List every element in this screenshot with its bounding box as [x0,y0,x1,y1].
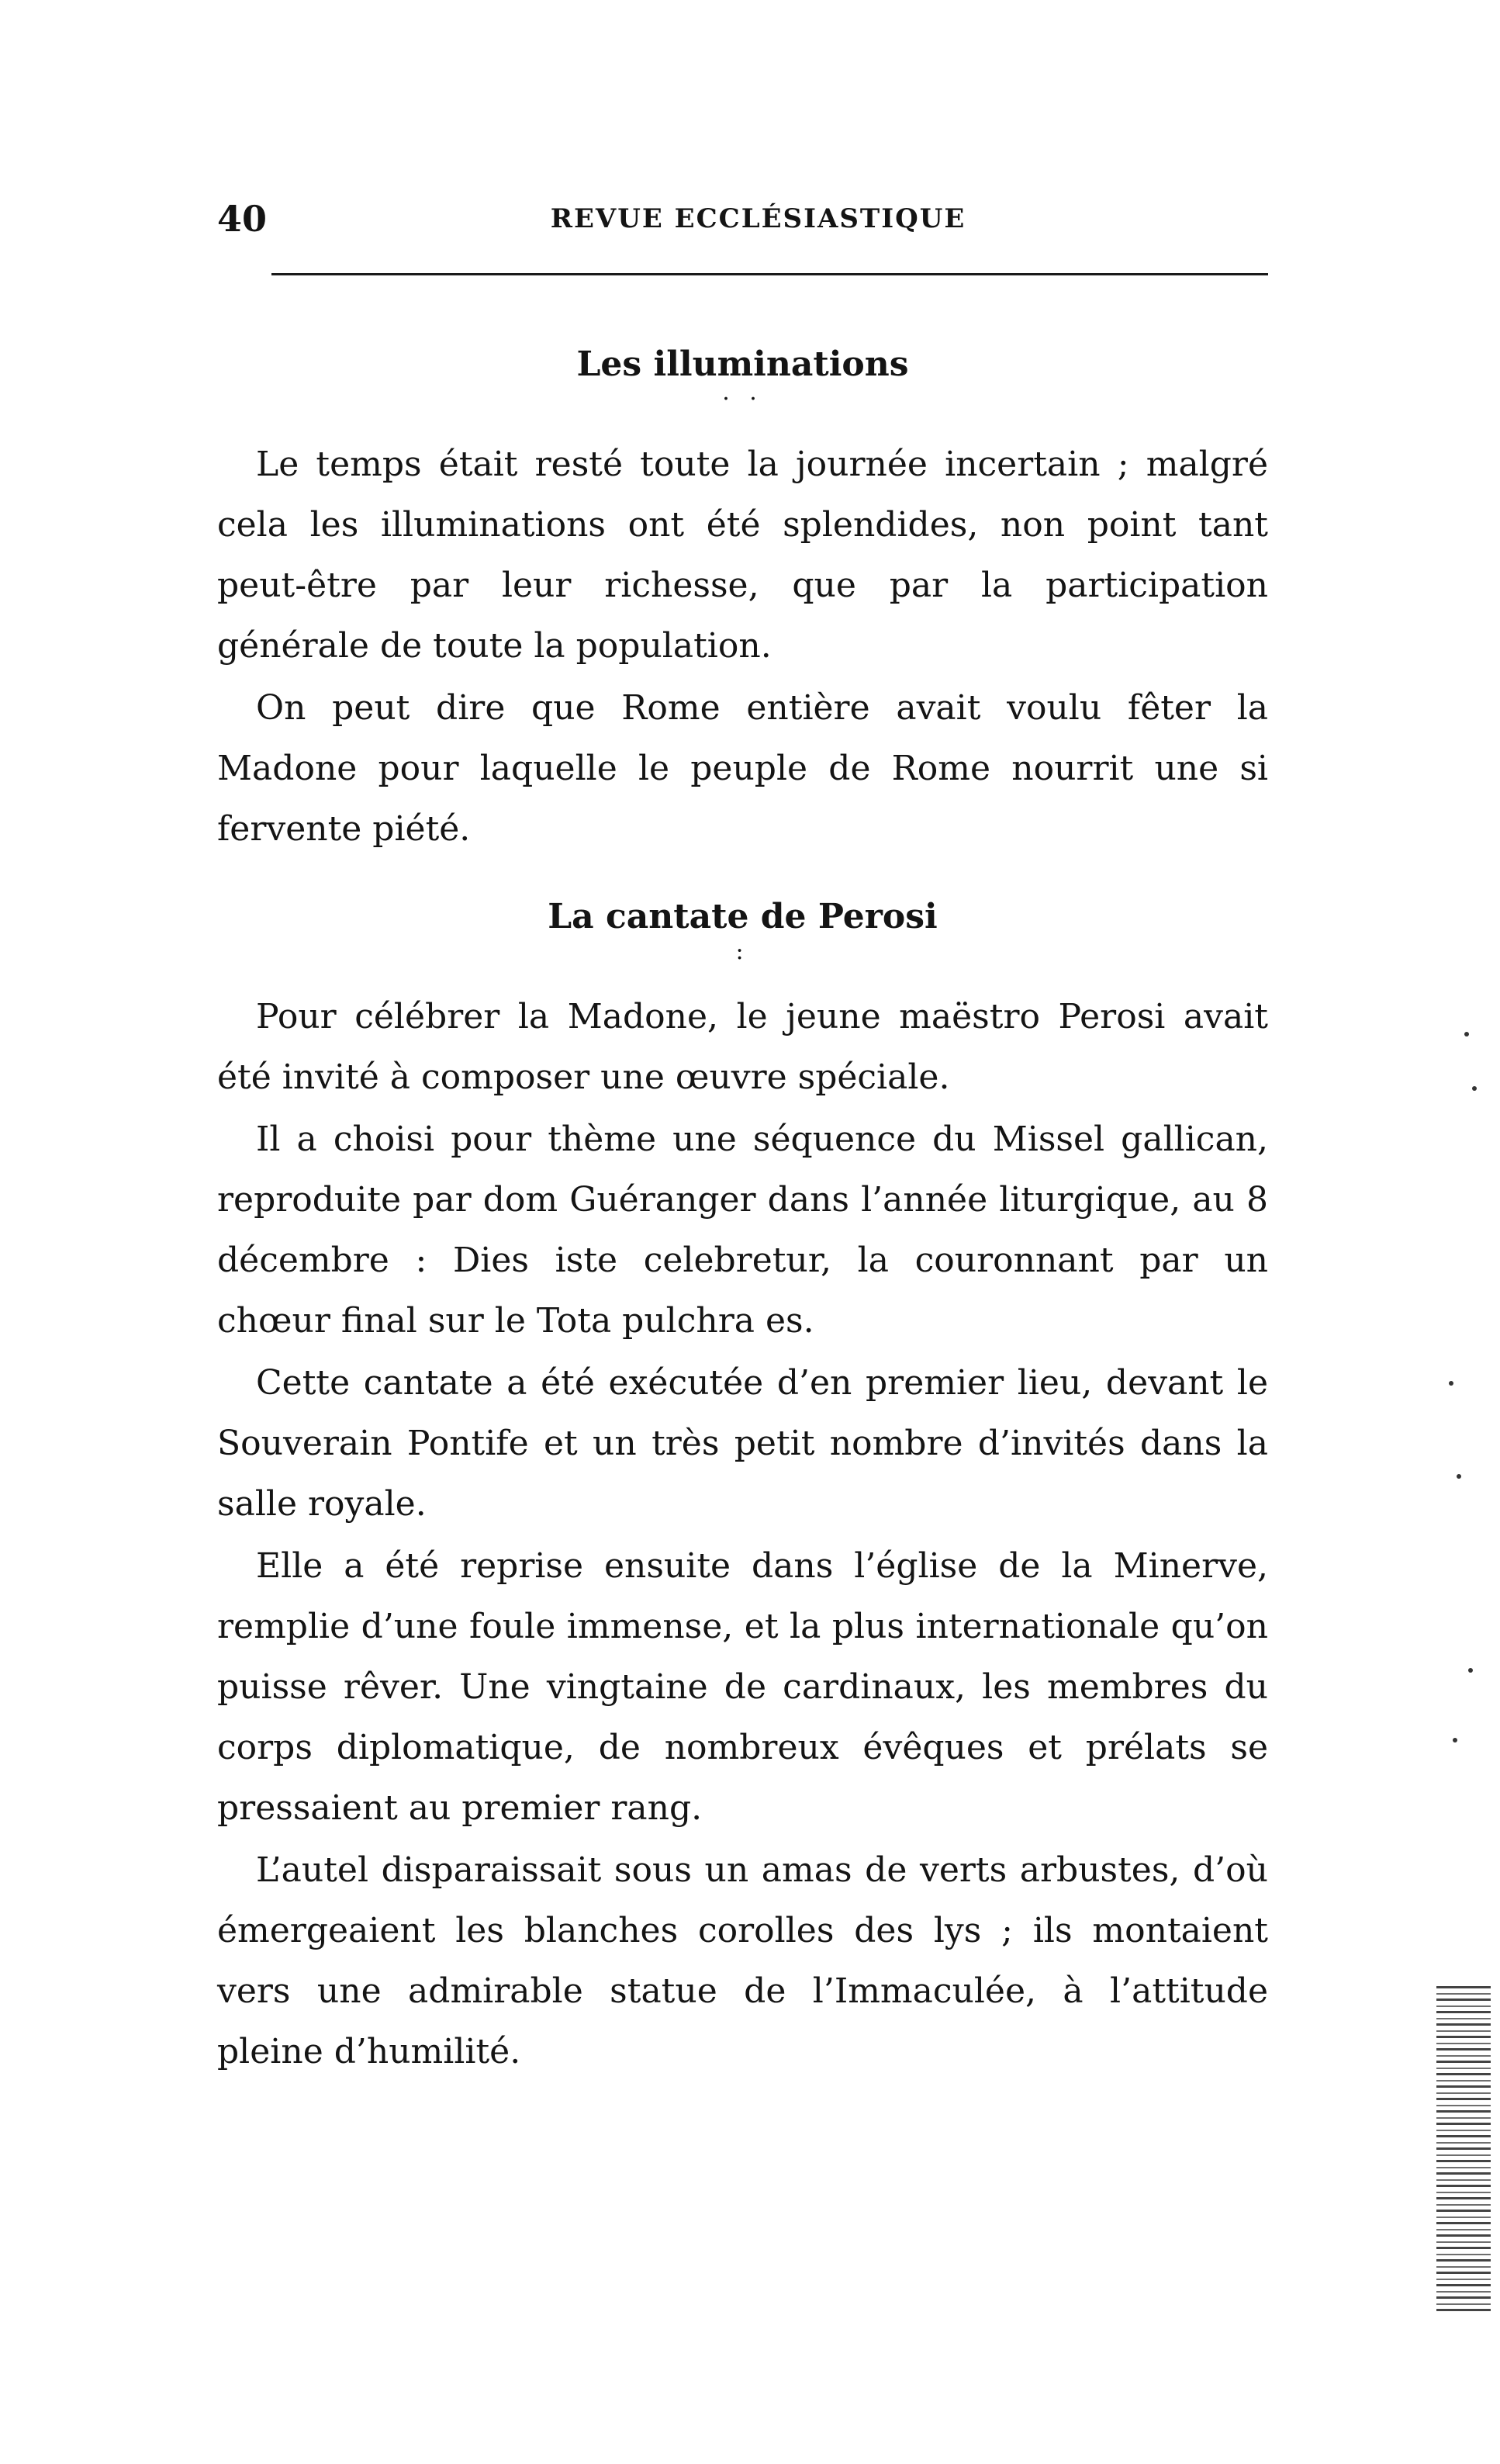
paragraph: Le temps était resté toute la journée incertain ; malgré cela les illuminations ont été splendides, non point tant peut-être par leur richesse, que par la participation générale de toute la population. [217,445,1268,666]
heading-ornament: : [735,938,750,965]
scan-speck [1472,1086,1477,1091]
paragraph: On peut dire que Rome entière avait voulu fêter la Madone pour laquelle le peuple de Rome nourrit une si fervente piété. [217,688,1268,849]
section-heading: Les illuminations [576,344,909,384]
paragraph: Pour célébrer la Madone, le jeune maëstro Perosi avait été invité à composer une œuvre spéciale. [217,997,1268,1097]
section-heading: La cantate de Perosi [548,897,938,936]
journal-title: REVUE ECCLÉSIASTIQUE [550,203,966,234]
scan-speck [1449,1381,1453,1386]
section-illuminations [217,341,1268,860]
paragraph: Il a choisi pour thème une séquence du Missel gallican, reproduite par dom Guéranger dans l’année liturgique, au 8 décembre : Dies iste celebretur, la couronnant par un chœur final sur le Tota pulchra es. [217,1120,1268,1341]
section-cantate [217,894,1268,2082]
page-number: 40 [217,198,268,240]
scan-speck [1453,1738,1457,1742]
scan-binding-shadow [1436,1986,1491,2312]
running-head [217,196,1268,242]
heading-ornament: · · [722,386,763,413]
scan-speck [1457,1474,1461,1479]
paragraph: Cette cantate a été exécutée d’en premier lieu, devant le Souverain Pontife et un très petit nombre d’invités dans la salle royale. [217,1363,1268,1524]
scan-speck [1468,1668,1473,1673]
scan-speck [1464,1032,1469,1036]
paragraph: Elle a été reprise ensuite dans l’église de la Minerve, remplie d’une foule immense, et la plus internationale qu’on puisse rêver. Une vingtaine de cardinaux, les membres du corps diplomatique, de nombreux évêques et prélats se pressaient au premier rang. [217,1546,1268,1828]
page-content [217,341,1268,2082]
paragraph: L’autel disparaissait sous un amas de verts arbustes, d’où émergeaient les blanches corolles des lys ; ils montaient vers une admirable statue de l’Immaculée, à l’attitude pleine d’humilité. [217,1850,1268,2071]
header-rule [271,273,1268,275]
